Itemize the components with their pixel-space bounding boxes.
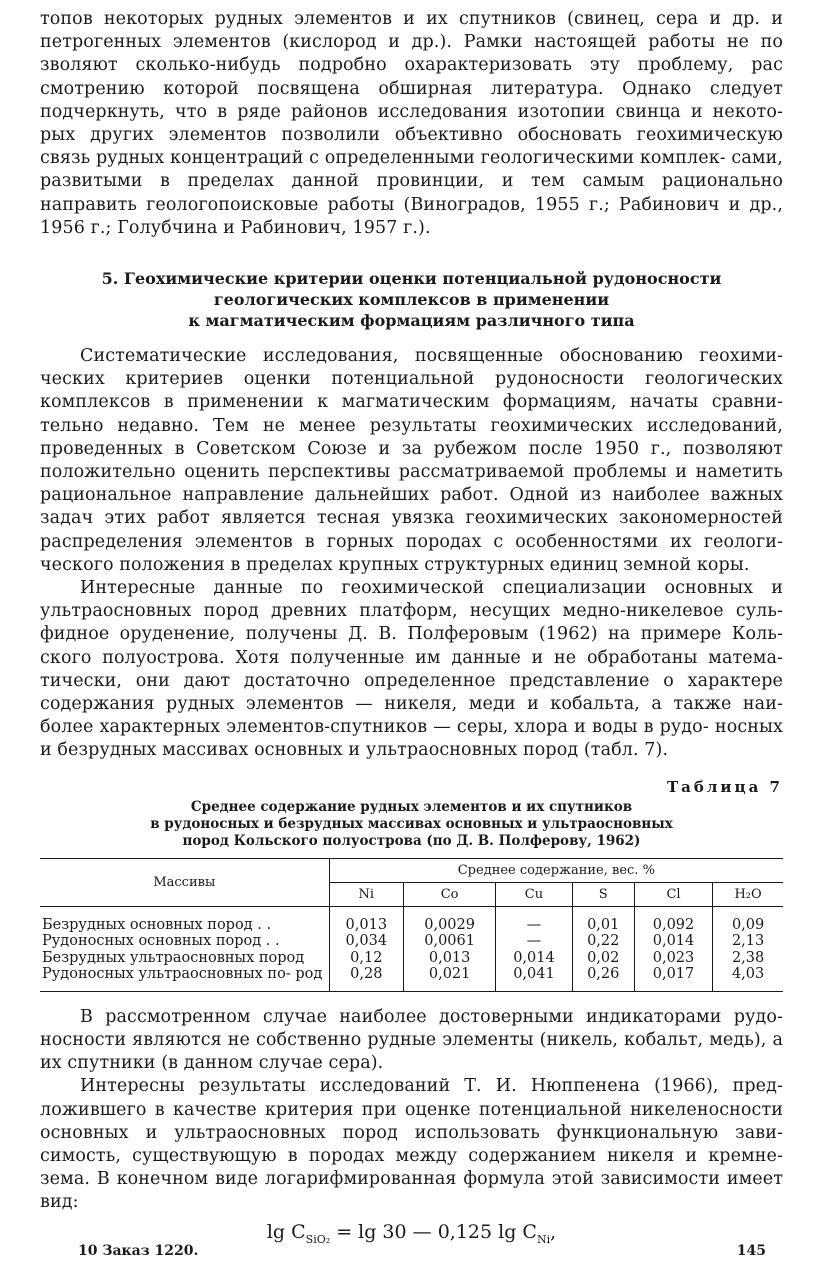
row-name: Рудоносных основных пород . . xyxy=(42,933,280,950)
column-header-co: Co xyxy=(403,882,495,906)
section-title-line: 5. Геохимические критерии оценки потенциальной рудоносности xyxy=(101,269,722,289)
row-name: Рудоносных ультраосновных по- род xyxy=(40,966,329,991)
cell-h2o: 0,09 xyxy=(713,906,783,933)
formula-lhs-sub: SiO₂ xyxy=(305,1232,331,1246)
cell-h2o: 4,03 xyxy=(713,966,783,991)
section-title-line: геологических комплексов в применении xyxy=(213,290,610,310)
table-caption-line: пород Кольского полуострова (по Д. В. Полферову, 1962) xyxy=(182,832,641,849)
footer-order-number: 10 Заказ 1220. xyxy=(78,1243,199,1259)
formula-lhs: lg C xyxy=(266,1220,306,1243)
paragraph-nyuppenen: Интересны результаты исследований Т. И. Нюппенена (1966), пред- ложившего в качестве критерия при оценке потенциальной никеленосности основных и ультраосновных пород использовать функциональную зави- симость, существующую в породах между содержанием никеля и кремне- зема. В конечном виде логарифмированная формула этой зависимости имеет вид: xyxy=(40,1076,783,1213)
data-table xyxy=(40,858,783,992)
column-group-header: Среднее содержание, вес. % xyxy=(329,858,783,882)
cell-co: 0,021 xyxy=(403,966,495,991)
formula-rhs: = lg 30 — 0,125 lg C xyxy=(330,1220,537,1243)
cell-h2o: 2,38 xyxy=(713,950,783,967)
section-title-line: к магматическим формациям различного типа xyxy=(188,311,635,331)
cell-s: 0,22 xyxy=(572,933,634,950)
cell-cl: 0,017 xyxy=(634,966,712,991)
cell-cu: — xyxy=(496,933,572,950)
table-label: Таблица 7 xyxy=(666,777,783,796)
cell-cu: 0,014 xyxy=(496,950,572,967)
cell-s: 0,26 xyxy=(572,966,634,991)
column-header-h2o: H₂O xyxy=(713,882,783,906)
table-row xyxy=(40,966,783,991)
formula-tail: , xyxy=(550,1220,557,1243)
table-caption-line: Среднее содержание рудных элементов и их спутников xyxy=(190,798,633,815)
cell-ni: 0,013 xyxy=(329,906,403,933)
cell-s: 0,01 xyxy=(572,906,634,933)
formula xyxy=(40,1221,783,1246)
cell-ni: 0,034 xyxy=(329,933,403,950)
row-name: Безрудных основных пород . . xyxy=(42,916,272,933)
cell-cu: — xyxy=(496,906,572,933)
paragraph-indicators: В рассмотренном случае наиболее достоверными индикаторами рудо- носности являются не собственно рудные элементы (никель, кобальт, медь), а их спутники (в данном случае сера). xyxy=(40,1006,783,1074)
table-caption-line: в рудоносных и безрудных массивах основных и ультраосновных xyxy=(150,815,673,832)
cell-ni: 0,28 xyxy=(329,966,403,991)
cell-cl: 0,023 xyxy=(634,950,712,967)
page-number: 145 xyxy=(736,1243,766,1259)
cell-cl: 0,014 xyxy=(634,933,712,950)
column-header-s: S xyxy=(572,882,634,906)
column-header-cu: Cu xyxy=(496,882,572,906)
row-name: Безрудных ультраосновных пород xyxy=(42,949,305,966)
cell-co: 0,013 xyxy=(403,950,495,967)
cell-co: 0,0061 xyxy=(403,933,495,950)
paragraph-interesting-data: Интересные данные по геохимической специализации основных и ультраосновных пород древних платформ, несущих медно-никелевое суль- фидное оруденение, получены Д. В. Полферовым (1962) на примере Коль- ского полуострова. Хотя полученные им данные и не обработаны матема- тически, они дают достаточно определенное представление о характере содержания рудных элементов — никеля, меди и кобальта, а также наи- более характерных элементов-спутников — серы, хлора и воды в рудо- носных и безрудных массивах основных и ультраосновных пород (табл. 7). xyxy=(40,578,783,761)
formula-rhs-sub: Ni xyxy=(536,1232,551,1246)
paragraph-top: топов некоторых рудных элементов и их спутников (свинец, сера и др. и петрогенных элементов (кислород и др.). Рамки настоящей работы не по зволяют сколько-нибудь подробно охарактеризовать эту проблему, рас смотрению которой посвящена обширная литература. Однако следует подчеркнуть, что в ряде районов исследования изотопии свинца и некото- рых других элементов позволили объективно обосновать геохимическую связь рудных концентраций с определенными геологическими комплек- сами, развитыми в пределах данной провинции, и тем самым рационально направить геологопоисковые работы (Виноградов, 1955 г.; Рабинович и др., 1956 г.; Голубчина и Рабинович, 1957 г.). xyxy=(40,9,783,238)
column-header-massif: Массивы xyxy=(40,858,329,906)
cell-cl: 0,092 xyxy=(634,906,712,933)
column-header-ni: Ni xyxy=(329,882,403,906)
table-row xyxy=(40,950,783,967)
cell-s: 0,02 xyxy=(572,950,634,967)
cell-cu: 0,041 xyxy=(496,966,572,991)
page xyxy=(40,8,783,1245)
column-header-cl: Cl xyxy=(634,882,712,906)
table-caption xyxy=(40,799,783,850)
cell-co: 0,0029 xyxy=(403,906,495,933)
table-row xyxy=(40,933,783,950)
paragraph-systematic: Систематические исследования, посвященные обоснованию геохими- ческих критериев оценки потенциальной рудоносности геологических комплексов в применении к магматическим формациям, начаты сравни- тельно недавно. Тем не менее результаты геохимических исследований, проведенных в Советском Союзе и за рубежом после 1950 г., позволяют положительно оценить перспективы рассматриваемой проблемы и наметить рациональное направление дальнейших работ. Одной из наиболее важных задач этих работ является тесная увязка геохимических закономерностей распределения элементов в горных породах с особенностями их геологи- ческого положения в пределах крупных структурных единиц земной коры. xyxy=(40,346,783,575)
table-row xyxy=(40,906,783,933)
section-title xyxy=(40,268,783,331)
cell-h2o: 2,13 xyxy=(713,933,783,950)
cell-ni: 0,12 xyxy=(329,950,403,967)
